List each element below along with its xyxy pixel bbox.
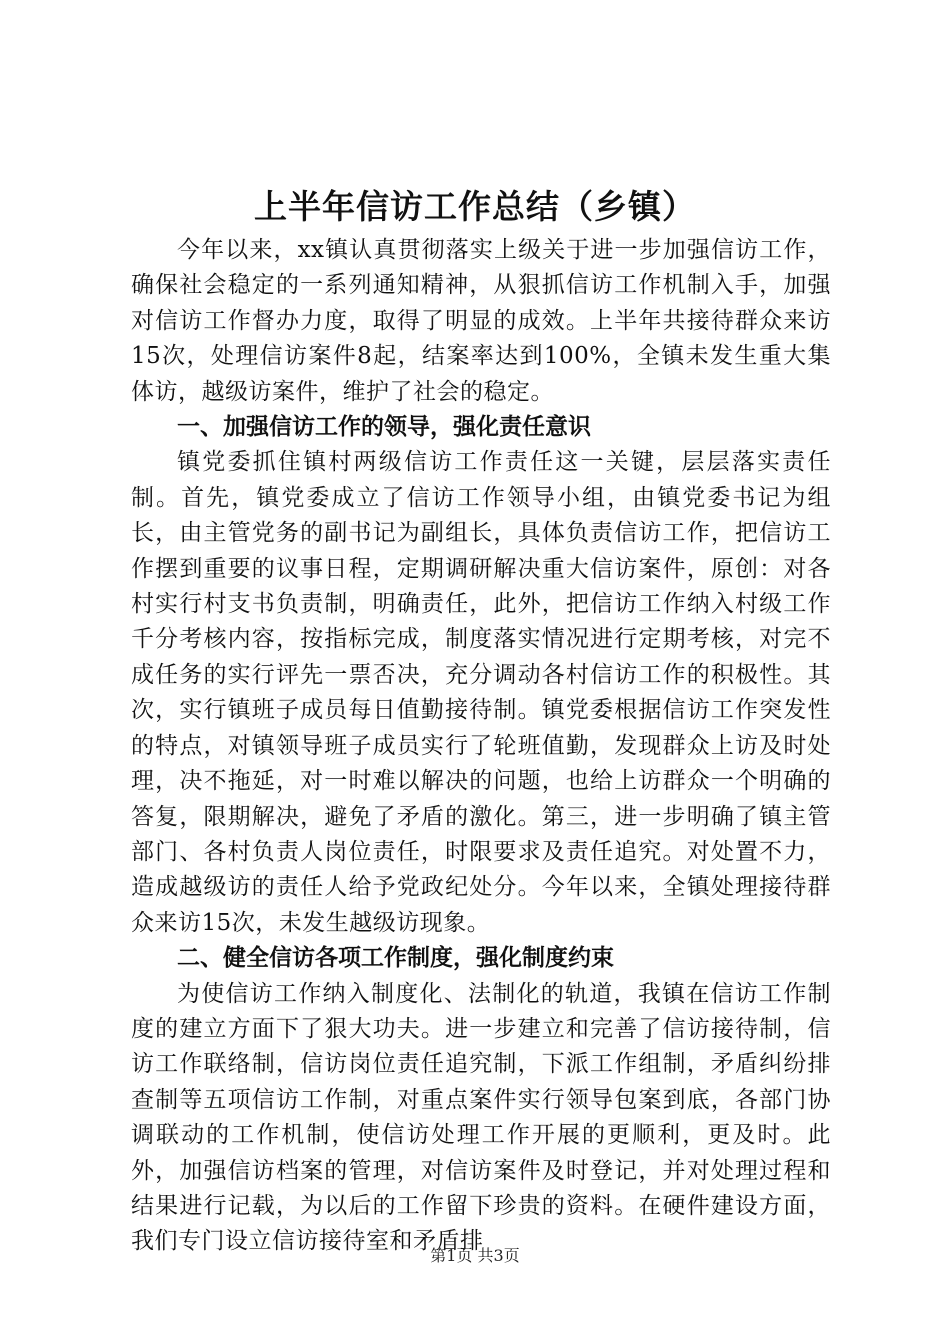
- document-title: 上半年信访工作总结（乡镇）: [254, 187, 696, 226]
- section-2-heading: 二、健全信访各项工作制度，强化制度约束: [177, 945, 614, 972]
- section-2-paragraph: 为使信访工作纳入制度化、法制化的轨道，我镇在信访工作制度的建立方面下了狠大功夫。进一步建立和完善了信访接待制，信访工作联络制，信访岗位责任追究制，下派工作组制，矛盾纠纷排查制等五项信访工作制，对重点案件实行领导包案到底，各部门协调联动的工作机制，使信访处理工作开展的更顺利，更及时。此外，加强信访档案的管理，对信访案件及时登记，并对处理过程和结果进行记载，为以后的工作留下珍贵的资料。在硬件建设方面，我们专门设立信访接待室和矛盾排: [131, 980, 831, 1255]
- intro-paragraph: 今年以来，xx镇认真贯彻落实上级关于进一步加强信访工作，确保社会稳定的一系列通知精神，从狠抓信访工作机制入手，加强对信访工作督办力度，取得了明显的成效。上半年共接待群众来访15次，处理信访案件8起，结案率达到100%，全镇未发生重大集体访，越级访案件，维护了社会的稳定。: [131, 237, 831, 405]
- section-1-paragraph: 镇党委抓住镇村两级信访工作责任这一关键，层层落实责任制。首先，镇党委成立了信访工作领导小组，由镇党委书记为组长，由主管党务的副书记为副组长，具体负责信访工作，把信访工作摆到重要的议事日程，定期调研解决重大信访案件，原创：对各村实行村支书负责制，明确责任，此外，把信访工作纳入村级工作千分考核内容，按指标完成，制度落实情况进行定期考核，对完不成任务的实行评先一票否决，充分调动各村信访工作的积极性。其次，实行镇班子成员每日值勤接待制。镇党委根据信访工作突发性的特点，对镇领导班子成员实行了轮班值勤，发现群众上访及时处理，决不拖延，对一时难以解决的问题，也给上访群众一个明确的答复，限期解决，避免了矛盾的激化。第三，进一步明确了镇主管部门、各村负责人岗位责任，时限要求及责任追究。对处置不力，造成越级访的责任人给予党政纪处分。今年以来，全镇处理接待群众来访15次，未发生越级访现象。: [131, 449, 831, 936]
- section-1-heading: 一、加强信访工作的领导，强化责任意识: [177, 414, 591, 441]
- document-body: [131, 233, 831, 1260]
- page-number-footer: 第1页 共3页: [430, 1246, 520, 1265]
